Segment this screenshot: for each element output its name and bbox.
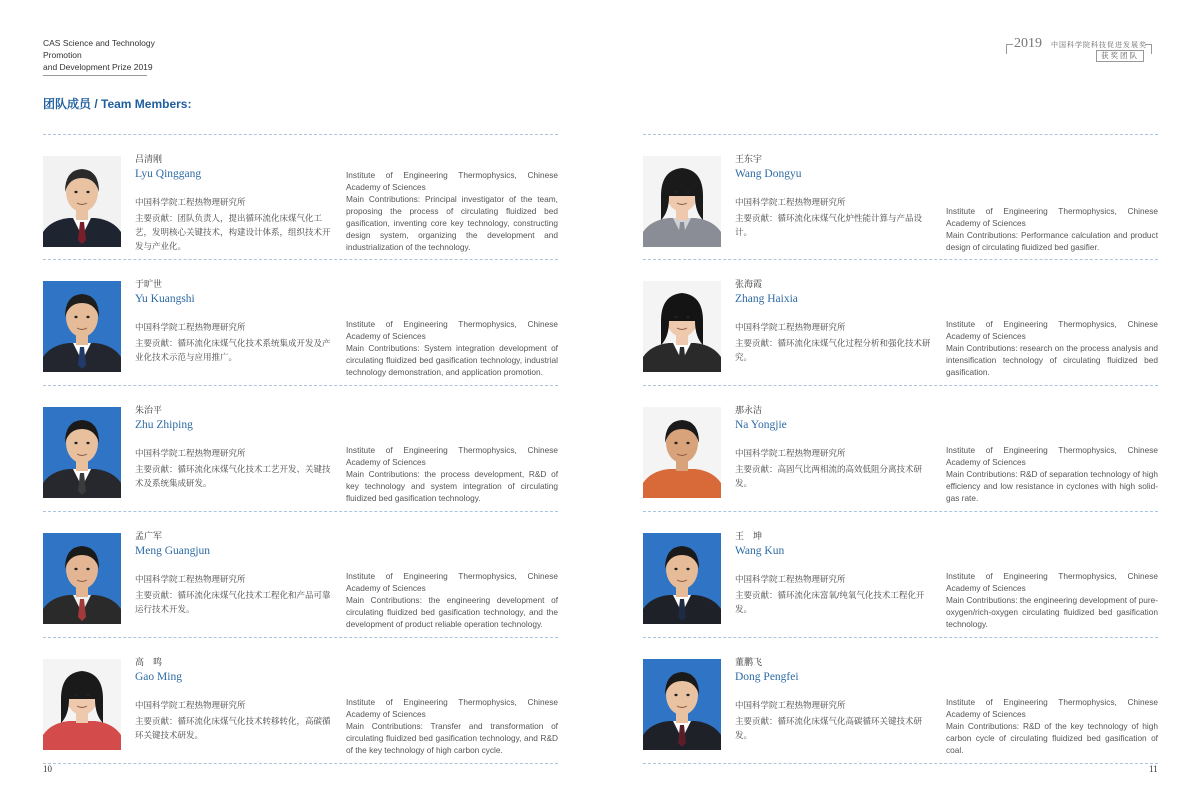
- member-contribution-en: Main Contributions: System integration development of circulating fluidized bed gasification technology, industrial technology demonstration, and application promotion.: [346, 343, 558, 377]
- member-info-cn: [735, 657, 935, 742]
- member-info-en: [346, 169, 558, 253]
- member-contribution-cn: 主要贡献：循环流化床煤气化技术系统集成开发及产业化技术示范与应用推广。: [135, 338, 331, 362]
- member-info-en: [346, 696, 558, 756]
- section-title: 团队成员 / Team Members:: [43, 97, 192, 111]
- publication-title-line2: and Development Prize 2019: [43, 62, 153, 72]
- team-member-entry: [43, 134, 558, 260]
- prize-year: 2019: [1014, 36, 1042, 51]
- member-chinese-name: 董鹏飞: [735, 658, 763, 668]
- member-institute-cn: 中国科学院工程热物理研究所: [735, 574, 846, 584]
- member-english-name: Dong Pengfei: [735, 671, 799, 683]
- member-info-cn: [135, 154, 335, 253]
- team-member-entry: [643, 260, 1158, 386]
- member-info-cn: [735, 279, 935, 364]
- member-english-name: Wang Kun: [735, 545, 785, 557]
- member-contribution-cn: 主要贡献：循环流化床煤气化高碳循环关键技术研发。: [735, 716, 923, 740]
- member-contribution-en: Main Contributions: research on the process analysis and intensification technology of circulating fluidized bed gasification.: [946, 343, 1158, 377]
- member-institute-cn: 中国科学院工程热物理研究所: [135, 574, 246, 584]
- member-english-name: Meng Guangjun: [135, 545, 211, 557]
- member-institute-en: Institute of Engineering Thermophysics, Chinese Academy of Sciences: [346, 170, 558, 192]
- member-contribution-en: Main Contributions: the process development, R&D of key technology and system integration of circulating fluidized bed gasification technology.: [346, 469, 558, 503]
- member-photo: [43, 659, 121, 750]
- team-member-entry: [643, 134, 1158, 260]
- member-contribution-en: Main Contributions: R&D of separation technology of high efficiency and low resistance in cyclones with high solid-gas rate.: [946, 469, 1158, 503]
- member-institute-cn: 中国科学院工程热物理研究所: [735, 322, 846, 332]
- prize-logo: [1006, 36, 1152, 61]
- member-chinese-name: 张海霞: [735, 280, 763, 290]
- member-contribution-cn: 主要贡献：循环流化床富氧/纯氧气化技术工程化开发。: [735, 590, 925, 614]
- member-contribution-cn: 主要贡献：团队负责人，提出循环流化床煤气化工艺，发明核心关键技术，构建设计体系，组织技术开发与产业化。: [135, 213, 331, 251]
- member-english-name: Gao Ming: [135, 671, 182, 683]
- prize-name: 中国科学院科技促进发展奖: [1051, 41, 1147, 49]
- member-institute-cn: 中国科学院工程热物理研究所: [135, 322, 246, 332]
- member-chinese-name: 孟广军: [135, 532, 163, 542]
- member-info-cn: [735, 531, 935, 616]
- member-info-en: [346, 318, 558, 378]
- member-chinese-name: 朱治平: [135, 406, 163, 416]
- member-info-cn: [135, 531, 335, 616]
- member-contribution-en: Main Contributions: the engineering development of circulating fluidized bed gasification technology, and the development of product reliable operation technology.: [346, 595, 558, 629]
- logo-frame-left: [1006, 44, 1013, 54]
- member-chinese-name: 王 坤: [735, 532, 763, 542]
- member-contribution-cn: 主要贡献：高固气比两相流的高效低阻分离技术研发。: [735, 464, 923, 488]
- member-photo: [643, 533, 721, 624]
- team-member-entry: [643, 638, 1158, 764]
- member-photo: [43, 407, 121, 498]
- member-photo: [643, 156, 721, 247]
- team-member-entry: [43, 386, 558, 512]
- member-photo: [643, 407, 721, 498]
- member-photo: [43, 533, 121, 624]
- member-photo: [643, 281, 721, 372]
- member-contribution-en: Main Contributions: R&D of the key technology of high carbon cycle of circulating fluidized bed gasification of coal.: [946, 721, 1158, 755]
- member-info-en: [346, 444, 558, 504]
- member-info-en: [946, 444, 1158, 504]
- member-institute-en: Institute of Engineering Thermophysics, Chinese Academy of Sciences: [946, 697, 1158, 719]
- member-institute-en: Institute of Engineering Thermophysics, Chinese Academy of Sciences: [346, 445, 558, 467]
- member-info-en: [946, 205, 1158, 253]
- page-number-left: 10: [43, 764, 52, 774]
- member-contribution-cn: 主要贡献：循环流化床煤气化炉性能计算与产品设计。: [735, 213, 923, 237]
- member-info-cn: [735, 405, 935, 490]
- member-contribution-cn: 主要贡献：循环流化床煤气化技术工艺开发、关键技术及系统集成研发。: [135, 464, 331, 488]
- member-contribution-en: Main Contributions: the engineering development of pure-oxygen/rich-oxygen circulating fluidized bed gasification technology.: [946, 595, 1158, 629]
- member-info-en: [346, 570, 558, 630]
- member-institute-en: Institute of Engineering Thermophysics, Chinese Academy of Sciences: [946, 319, 1158, 341]
- member-institute-en: Institute of Engineering Thermophysics, Chinese Academy of Sciences: [346, 319, 558, 341]
- member-info-cn: [135, 279, 335, 364]
- member-info-en: [946, 318, 1158, 378]
- member-institute-en: Institute of Engineering Thermophysics, Chinese Academy of Sciences: [346, 697, 558, 719]
- team-member-entry: [43, 638, 558, 764]
- member-info-en: [946, 570, 1158, 630]
- publication-header: [43, 37, 193, 76]
- member-institute-en: Institute of Engineering Thermophysics, Chinese Academy of Sciences: [946, 206, 1158, 228]
- member-contribution-cn: 主要贡献：循环流化床煤气化技术工程化和产品可靠运行技术开发。: [135, 590, 331, 614]
- right-member-column: [643, 134, 1158, 764]
- member-institute-cn: 中国科学院工程热物理研究所: [735, 700, 846, 710]
- member-contribution-cn: 主要贡献：循环流化床煤气化过程分析和强化技术研究。: [735, 338, 931, 362]
- member-chinese-name: 高 鸣: [135, 658, 163, 668]
- member-english-name: Zhang Haixia: [735, 293, 798, 305]
- member-photo: [643, 659, 721, 750]
- publication-title-line1: CAS Science and Technology Promotion: [43, 38, 155, 60]
- member-chinese-name: 王东宇: [735, 155, 763, 165]
- member-info-cn: [135, 405, 335, 490]
- member-info-cn: [735, 154, 935, 239]
- member-english-name: Wang Dongyu: [735, 168, 802, 180]
- team-member-entry: [643, 512, 1158, 638]
- member-institute-cn: 中国科学院工程热物理研究所: [135, 700, 246, 710]
- member-institute-cn: 中国科学院工程热物理研究所: [135, 448, 246, 458]
- member-institute-en: Institute of Engineering Thermophysics, Chinese Academy of Sciences: [946, 571, 1158, 593]
- member-institute-cn: 中国科学院工程热物理研究所: [735, 448, 846, 458]
- left-member-column: [43, 134, 558, 764]
- member-chinese-name: 那永洁: [735, 406, 763, 416]
- member-institute-en: Institute of Engineering Thermophysics, Chinese Academy of Sciences: [346, 571, 558, 593]
- header-underline: [43, 75, 147, 76]
- member-english-name: Yu Kuangshi: [135, 293, 195, 305]
- member-english-name: Zhu Zhiping: [135, 419, 193, 431]
- page-number-right: 11: [1149, 764, 1158, 774]
- member-english-name: Lyu Qinggang: [135, 168, 202, 180]
- member-photo: [43, 156, 121, 247]
- team-member-entry: [43, 512, 558, 638]
- member-info-cn: [135, 657, 335, 742]
- team-label: 获奖团队: [1096, 50, 1144, 62]
- member-photo: [43, 281, 121, 372]
- member-chinese-name: 吕清刚: [135, 155, 163, 165]
- member-chinese-name: 于旷世: [135, 280, 163, 290]
- member-institute-cn: 中国科学院工程热物理研究所: [135, 197, 246, 207]
- member-contribution-en: Main Contributions: Principal investigator of the team, proposing the process of circulating fluidized bed gasification, inventing core key technology, constructing design system, organizing the development and industrialization of the technology.: [346, 194, 558, 252]
- member-info-en: [946, 696, 1158, 756]
- member-institute-cn: 中国科学院工程热物理研究所: [735, 197, 846, 207]
- member-institute-en: Institute of Engineering Thermophysics, Chinese Academy of Sciences: [946, 445, 1158, 467]
- member-contribution-cn: 主要贡献：循环流化床煤气化技术转移转化，高碳循环关键技术研发。: [135, 716, 331, 740]
- member-contribution-en: Main Contributions: Performance calculation and product design of circulating fluidized bed gasifier.: [946, 230, 1158, 252]
- team-member-entry: [43, 260, 558, 386]
- member-english-name: Na Yongjie: [735, 419, 787, 431]
- member-contribution-en: Main Contributions: Transfer and transformation of circulating fluidized bed gasification technology, and R&D of the key technology of high carbon cycle.: [346, 721, 558, 755]
- team-member-entry: [643, 386, 1158, 512]
